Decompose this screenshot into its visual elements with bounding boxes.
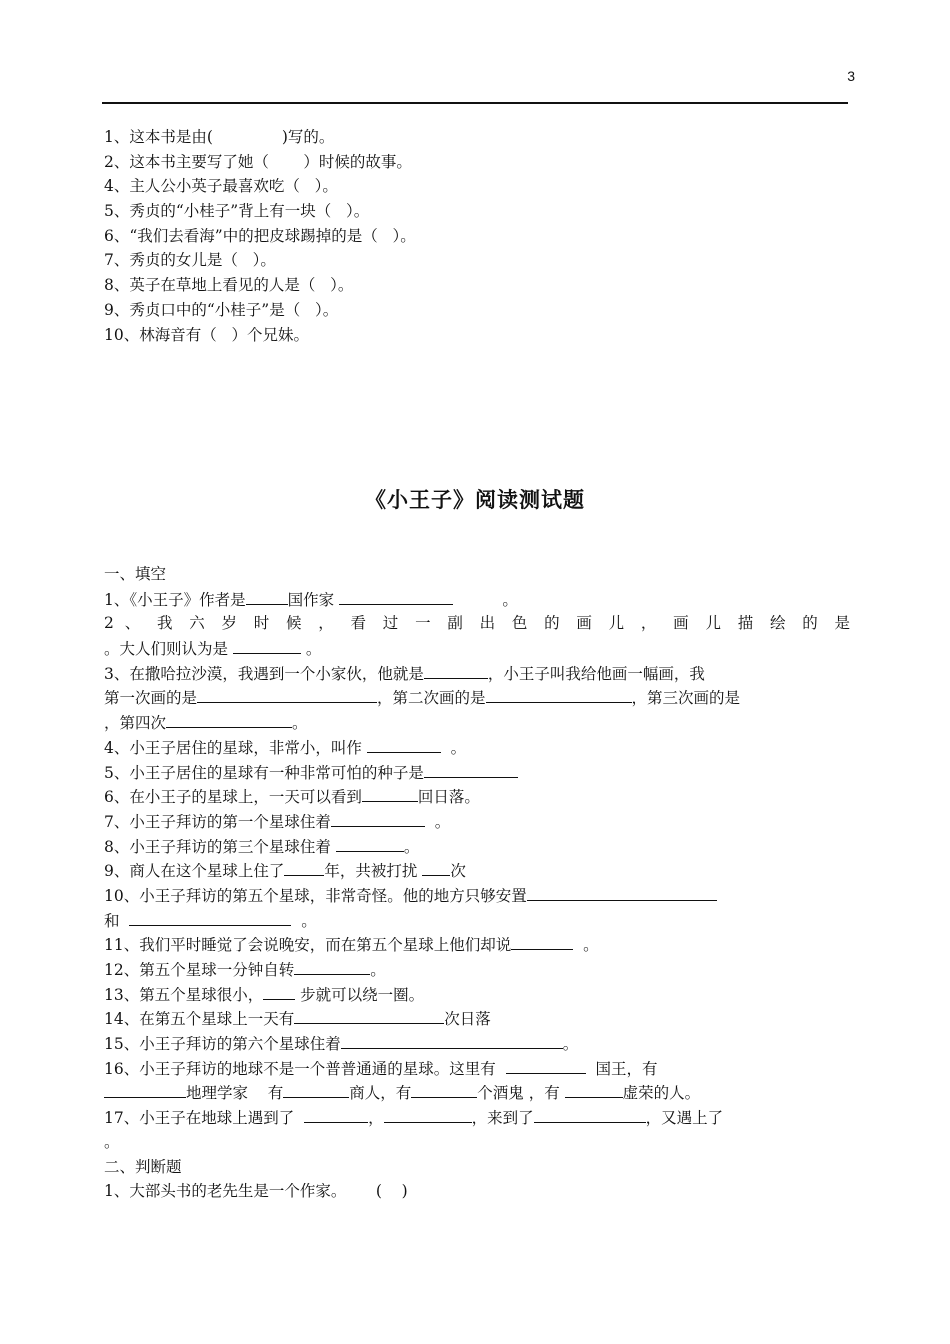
question-line: 9、秀贞口中的“小桂子”是（ ）。 (104, 300, 339, 319)
question-9: 9、商人在这个星球上住了 年，共被打扰 次 (104, 858, 850, 883)
book1-question-list (104, 125, 850, 347)
question-16-line1: 16、小王子拜访的地球不是一个普普通通的星球。这里有 国王，有 (104, 1056, 850, 1081)
question-5: 5、小王子居住的星球有一种非常可怕的种子是 (104, 760, 850, 785)
page-number: 3 (847, 68, 855, 84)
question-line: 8、英子在草地上看见的人是（ ）。 (104, 276, 354, 295)
question-2-line1: 2 、 我 六 岁 时 候 ， 看 过 一 副 出 色 的 画 儿 ， 画 儿 描 绘 的 是 (104, 614, 850, 633)
question-10-line2: 和 。 (104, 908, 850, 933)
question-1: 1、《小王子》作者是 国作家 。 (104, 587, 850, 612)
question-line: 2、这本书主要写了她（ ）时候的故事。 (104, 152, 412, 171)
section-heading: 二、判断题 (104, 1157, 182, 1176)
question-3-line2: 第一次画的是 ，第二次画的是 ，第三次画的是 (104, 685, 850, 710)
header-rule (102, 102, 848, 104)
question-line: 5、秀贞的“小桂子”背上有一块（ ）。 (104, 202, 370, 221)
question-line: 1、这本书是由( )写的。 (104, 128, 335, 146)
section-heading: 一、填空 (104, 565, 167, 583)
question-line: 7、秀贞的女儿是（ ）。 (104, 251, 276, 270)
fill-blank-section (104, 562, 850, 1204)
question-15: 15、小王子拜访的第六个星球住着 。 (104, 1031, 850, 1056)
page-title: 《小王子》阅读测试题 (365, 487, 585, 512)
question-4: 4、小王子居住的星球，非常小，叫作 。 (104, 735, 850, 760)
question-17-line1: 17、小王子在地球上遇到了 ， ，来到了 ，又遇上了 (104, 1105, 850, 1130)
question-10-line1: 10、小王子拜访的第五个星球，非常奇怪。他的地方只够安置 (104, 883, 850, 908)
question-line: 4、主人公小英子最喜欢吃（ ）。 (104, 177, 338, 196)
question-2-line2: 。大人们则认为是 。 (104, 636, 850, 661)
question-8: 8、小王子拜访的第三个星球住着 。 (104, 834, 850, 859)
question-line: 10、林海音有（ ）个兄妹。 (104, 325, 310, 344)
question-17-line2: 。 (104, 1132, 120, 1151)
question-3-line1: 3、在撒哈拉沙漠，我遇到一个小家伙，他就是 ，小王子叫我给他画一幅画，我 (104, 661, 850, 686)
question-line: 6、“我们去看海”中的把皮球踢掉的是（ ）。 (104, 226, 416, 245)
question-6: 6、在小王子的星球上，一天可以看到 回日落。 (104, 784, 850, 809)
question-3-line3: ，第四次 。 (104, 710, 850, 735)
question-13: 13、第五个星球很小， 步就可以绕一圈。 (104, 982, 850, 1007)
judge-question-1: 1、大部头书的老先生是一个作家。 ( ) (104, 1182, 408, 1201)
question-14: 14、在第五个星球上一天有 次日落 (104, 1006, 850, 1031)
question-16-line2: 地理学家 有 商人，有 个酒鬼 ，有 虚荣的人。 (104, 1080, 850, 1105)
question-12: 12、第五个星球一分钟自转 。 (104, 957, 850, 982)
question-7: 7、小王子拜访的第一个星球住着 。 (104, 809, 850, 834)
question-11: 11、我们平时睡觉了会说晚安，而在第五个星球上他们却说 。 (104, 932, 850, 957)
